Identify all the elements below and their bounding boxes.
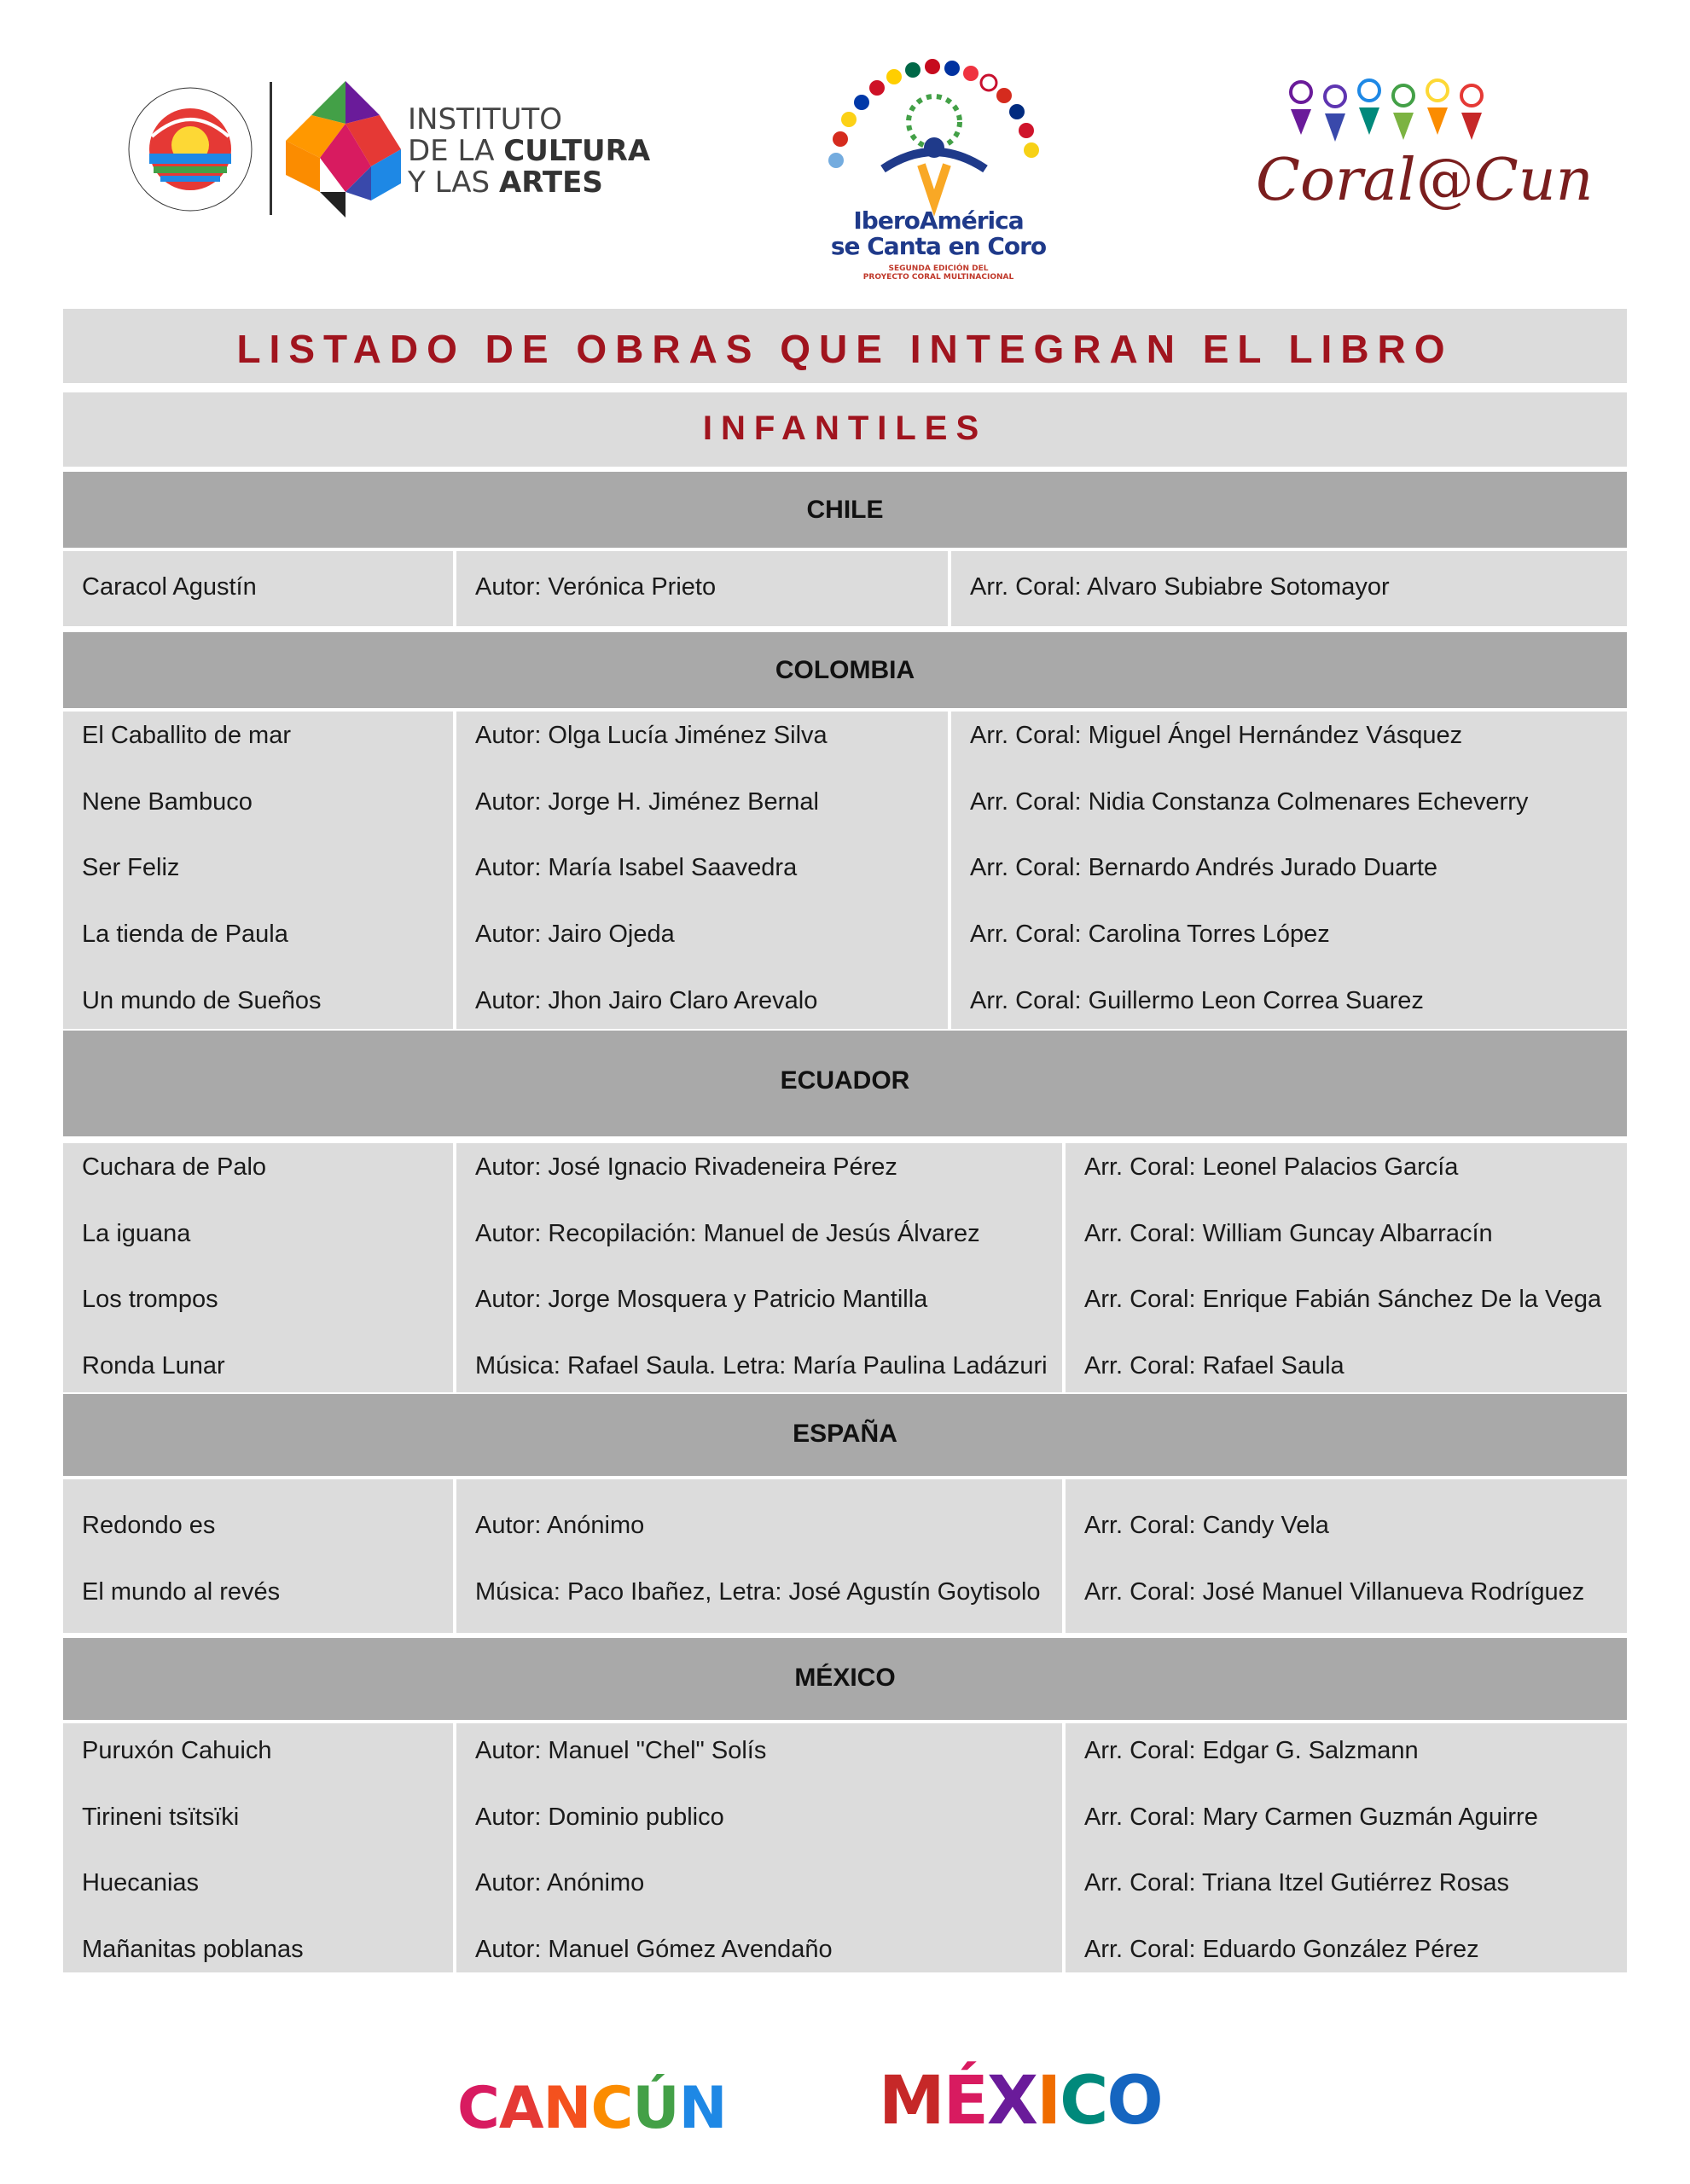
song-author: Autor: Manuel Gómez Avendaño — [475, 1936, 833, 1963]
table-row — [63, 1735, 1627, 1769]
country-name: ECUADOR — [780, 1066, 910, 1095]
coralcun-swirl-icon: @ — [1415, 147, 1474, 214]
logo-divider — [270, 82, 272, 215]
song-title: Cuchara de Palo — [82, 1153, 267, 1181]
country-table-ecuador — [63, 1143, 1627, 1392]
table-row — [63, 720, 1627, 754]
country-table-espana — [63, 1479, 1627, 1633]
instituto-line-2a: DE LA — [408, 134, 504, 168]
song-author: Autor: Jorge Mosquera y Patricio Mantilla — [475, 1286, 928, 1313]
instituto-line-1: INSTITUTO — [408, 102, 563, 136]
song-author: Autor: Recopilación: Manuel de Jesús Álvarez — [475, 1220, 980, 1247]
country-table-chile — [63, 551, 1627, 626]
song-arranger: Arr. Coral: José Manuel Villanueva Rodríguez — [1084, 1578, 1585, 1606]
song-title: Tirineni tsïtsïki — [82, 1804, 240, 1831]
instituto-line-3a: Y LAS — [408, 166, 499, 200]
cancun-letter: C — [457, 2075, 499, 2142]
coralcun-wordmark — [1256, 147, 1593, 215]
coralcun-text-b: Cun — [1473, 147, 1594, 214]
table-row — [63, 787, 1627, 821]
song-arranger: Arr. Coral: Leonel Palacios García — [1084, 1153, 1459, 1181]
table-row — [63, 852, 1627, 886]
country-name: CHILE — [806, 496, 884, 524]
song-author: Autor: Dominio publico — [475, 1804, 724, 1831]
song-author: Música: Paco Ibañez, Letra: José Agustín Goytisolo — [475, 1578, 1041, 1606]
song-title: El Caballito de mar — [82, 722, 291, 749]
country-bar-colombia — [63, 632, 1627, 708]
song-title: El mundo al revés — [82, 1578, 281, 1606]
municipio-seal-logo — [126, 85, 254, 213]
song-title: Ronda Lunar — [82, 1352, 225, 1380]
cancun-letter: Ú — [632, 2075, 679, 2142]
song-arranger: Arr. Coral: Eduardo González Pérez — [1084, 1936, 1479, 1963]
table-row — [63, 1867, 1627, 1902]
cancun-letter: A — [498, 2075, 543, 2142]
table-row — [63, 1284, 1627, 1318]
song-title: La iguana — [82, 1220, 191, 1247]
coralcun-text-a: Coral — [1256, 147, 1416, 214]
song-arranger: Arr. Coral: Edgar G. Salzmann — [1084, 1737, 1419, 1764]
subtitle-band — [63, 392, 1627, 467]
song-arranger: Arr. Coral: Alvaro Subiabre Sotomayor — [970, 573, 1390, 601]
table-row — [63, 919, 1627, 953]
section-subtitle: INFANTILES — [702, 410, 988, 447]
song-arranger: Arr. Coral: Enrique Fabián Sánchez De la Vega — [1084, 1286, 1602, 1313]
song-title: La tienda de Paula — [82, 921, 288, 948]
country-bar-ecuador — [63, 1031, 1627, 1136]
country-name: ESPAÑA — [793, 1420, 897, 1448]
song-arranger: Arr. Coral: Carolina Torres López — [970, 921, 1330, 948]
song-arranger: Arr. Coral: Guillermo Leon Correa Suarez — [970, 987, 1424, 1014]
table-row — [63, 1350, 1627, 1385]
song-title: Un mundo de Sueños — [82, 987, 322, 1014]
song-author: Autor: Verónica Prieto — [475, 573, 717, 601]
cancun-letter: N — [543, 2075, 591, 2142]
song-author: Autor: Jhon Jairo Claro Arevalo — [475, 987, 818, 1014]
song-arranger: Arr. Coral: Triana Itzel Gutiérrez Rosas — [1084, 1869, 1509, 1896]
ibero-line-2: se Canta en Coro — [830, 232, 1047, 260]
instituto-line-2b: CULTURA — [503, 134, 651, 168]
song-arranger: Arr. Coral: William Guncay Albarracín — [1084, 1220, 1493, 1247]
song-author: Autor: Anónimo — [475, 1512, 645, 1539]
ibero-line-1: IberoAmérica — [853, 206, 1024, 235]
song-arranger: Arr. Coral: Rafael Saula — [1084, 1352, 1344, 1380]
song-title: Ser Feliz — [82, 854, 180, 881]
song-author: Autor: María Isabel Saavedra — [475, 854, 798, 881]
song-title: Nene Bambuco — [82, 788, 253, 816]
song-author: Autor: Olga Lucía Jiménez Silva — [475, 722, 828, 749]
country-table-colombia — [63, 712, 1627, 1029]
instituto-line-3 — [408, 167, 650, 199]
table-row — [63, 985, 1627, 1019]
song-arranger: Arr. Coral: Candy Vela — [1084, 1512, 1329, 1539]
mexico-letter: M — [879, 2063, 944, 2140]
instituto-cultura-name — [408, 104, 650, 199]
main-title: LISTADO DE OBRAS QUE INTEGRAN EL LIBRO — [236, 327, 1454, 371]
song-author: Autor: Manuel "Chel" Solís — [475, 1737, 767, 1764]
cancun-letter: N — [678, 2075, 727, 2142]
mexico-letter: X — [986, 2063, 1037, 2140]
main-title-band — [63, 309, 1627, 383]
instituto-line-2 — [408, 136, 650, 167]
song-title: Caracol Agustín — [82, 573, 257, 601]
mexico-letter: C — [1060, 2063, 1107, 2140]
ibero-sub-2: PROYECTO CORAL MULTINACIONAL — [862, 273, 1014, 282]
header — [0, 0, 1690, 299]
song-author: Música: Rafael Saula. Letra: María Paulina Ladázuri — [475, 1352, 1048, 1380]
song-author: Autor: Jorge H. Jiménez Bernal — [475, 788, 819, 816]
table-row — [63, 1934, 1627, 1968]
table-row — [63, 572, 1627, 606]
instituto-line-3b: ARTES — [498, 166, 603, 200]
table-row — [63, 1510, 1627, 1544]
instituto-cultura-logo — [286, 81, 401, 218]
country-bar-espana — [63, 1394, 1627, 1476]
country-table-mexico — [63, 1723, 1627, 1972]
table-row — [63, 1218, 1627, 1252]
mexico-letter: O — [1106, 2063, 1162, 2140]
song-title: Redondo es — [82, 1512, 216, 1539]
table-row — [63, 1577, 1627, 1611]
country-name: MÉXICO — [794, 1664, 896, 1692]
cancun-letter: C — [590, 2075, 633, 2142]
mexico-letter: É — [943, 2063, 987, 2140]
song-title: Puruxón Cahuich — [82, 1737, 272, 1764]
mexico-letter: I — [1037, 2063, 1060, 2140]
song-author: Autor: José Ignacio Rivadeneira Pérez — [475, 1153, 897, 1181]
country-name: COLOMBIA — [775, 656, 915, 684]
song-author: Autor: Jairo Ojeda — [475, 921, 675, 948]
ibero-sub-1: SEGUNDA EDICIÓN DEL — [888, 264, 989, 273]
song-arranger: Arr. Coral: Bernardo Andrés Jurado Duarte — [970, 854, 1438, 881]
country-bar-chile — [63, 472, 1627, 548]
song-arranger: Arr. Coral: Mary Carmen Guzmán Aguirre — [1084, 1804, 1538, 1831]
cancun-logo — [457, 2075, 727, 2143]
mexico-logo — [879, 2063, 1162, 2140]
country-bar-mexico — [63, 1638, 1627, 1720]
song-arranger: Arr. Coral: Nidia Constanza Colmenares Echeverry — [970, 788, 1529, 816]
iberoamerica-title — [823, 208, 1054, 259]
table-row — [63, 1152, 1627, 1186]
table-row — [63, 1802, 1627, 1836]
iberoamerica-subtitle — [832, 264, 1045, 282]
song-title: Huecanias — [82, 1869, 200, 1896]
song-title: Los trompos — [82, 1286, 218, 1313]
coralcun-figures-logo — [1284, 75, 1506, 156]
song-author: Autor: Anónimo — [475, 1869, 645, 1896]
song-title: Mañanitas poblanas — [82, 1936, 304, 1963]
song-arranger: Arr. Coral: Miguel Ángel Hernández Vásquez — [970, 722, 1463, 749]
